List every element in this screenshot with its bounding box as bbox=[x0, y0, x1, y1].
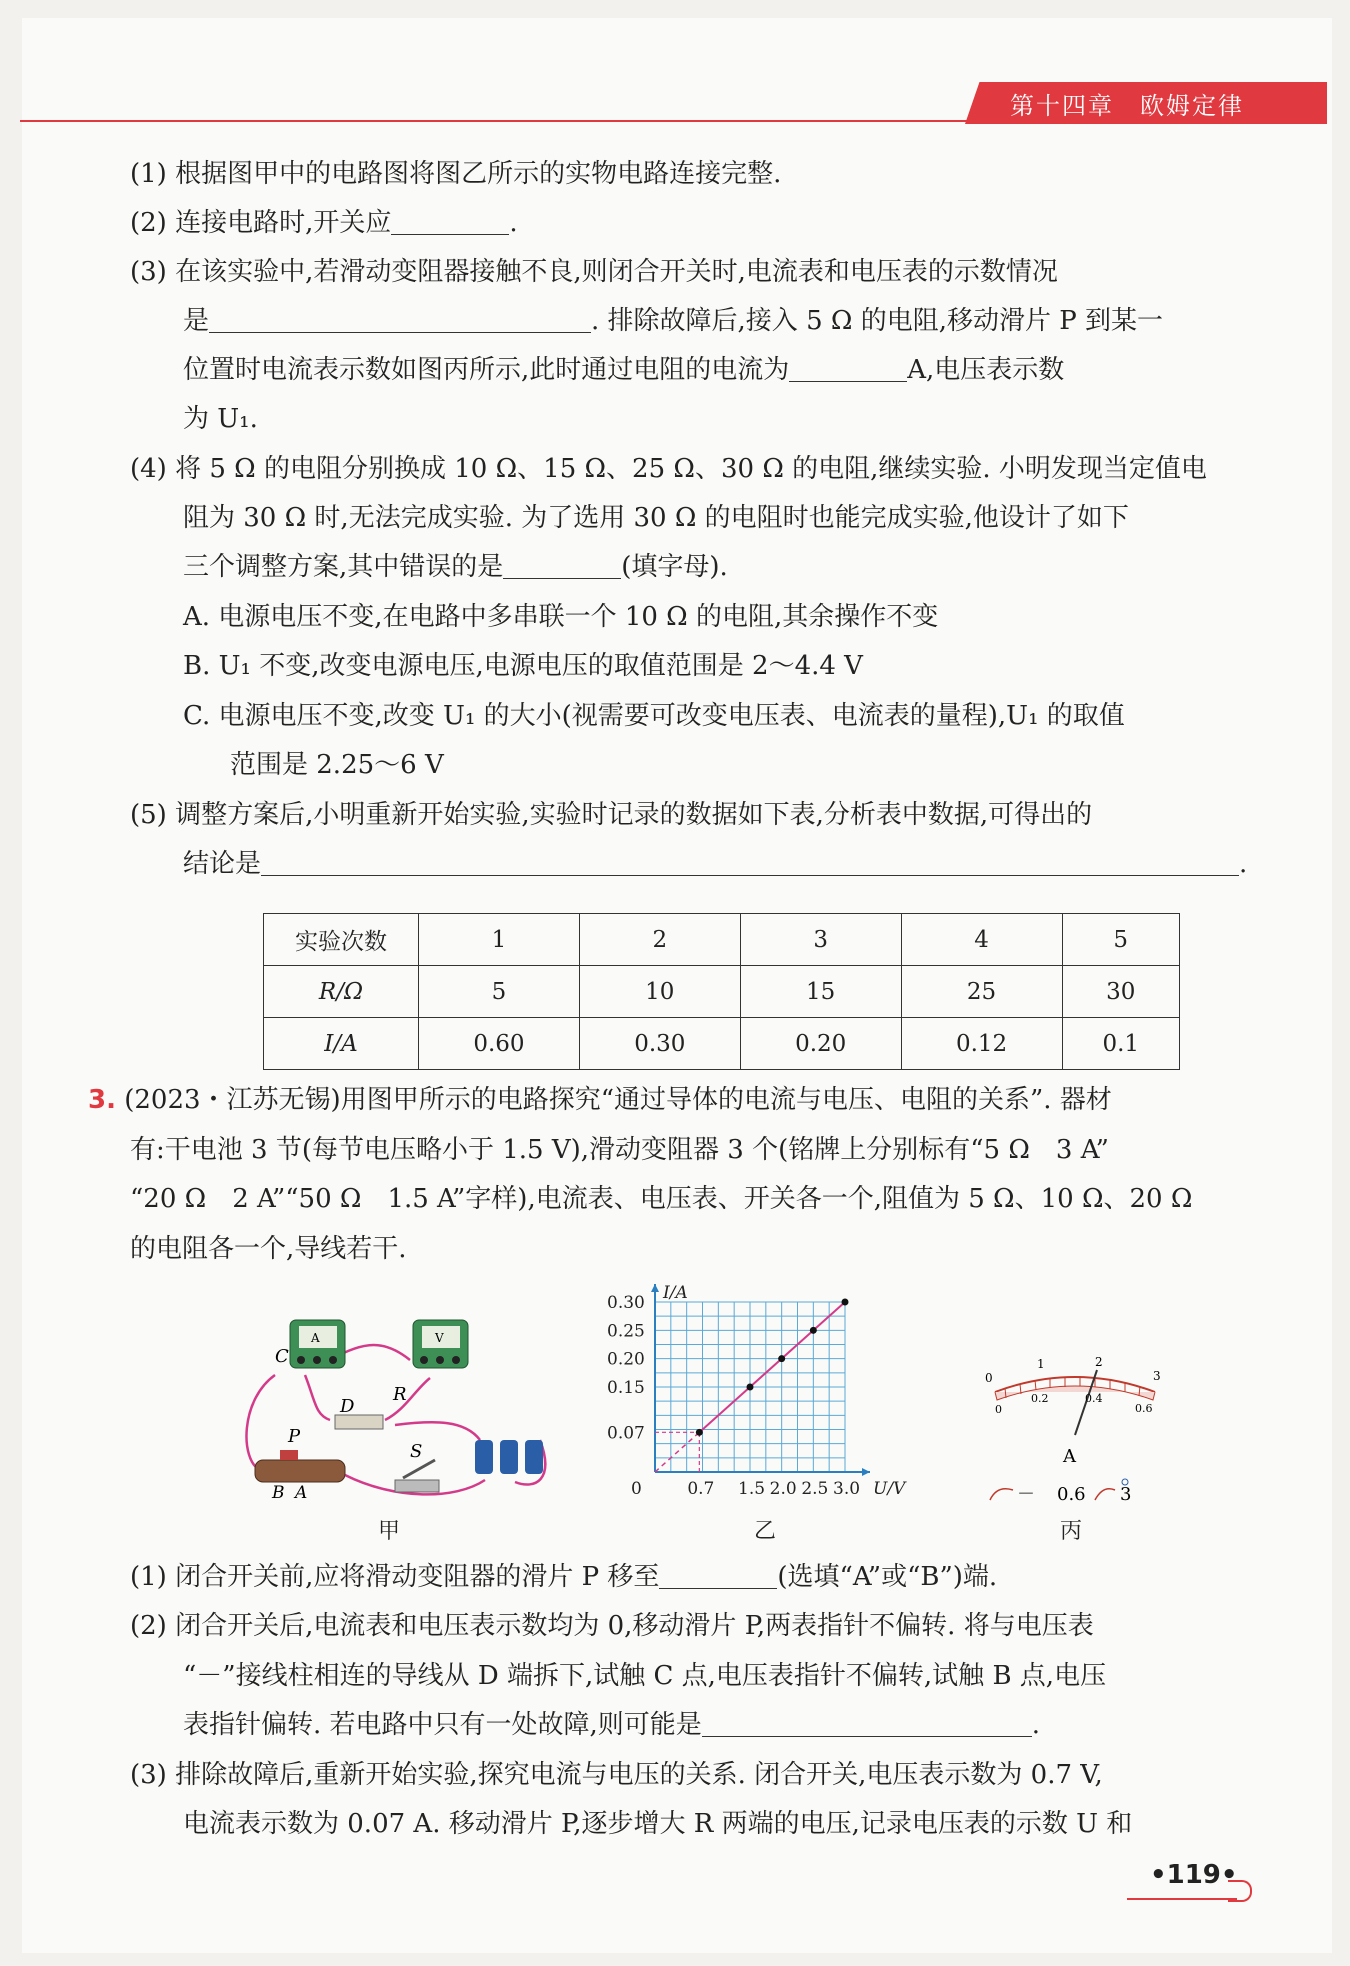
page-number-rule bbox=[1127, 1898, 1237, 1900]
label-b: B bbox=[272, 1483, 285, 1503]
scale-top-0: 0 bbox=[985, 1371, 993, 1385]
answer-blank[interactable] bbox=[503, 552, 621, 579]
data-line bbox=[699, 1302, 845, 1432]
table-cell: 10 bbox=[579, 966, 740, 1018]
q3-line1: 3. (2023・江苏无锡)用图甲所示的电路探究“通过导体的电流与电压、电阻的关系”. 器材 bbox=[88, 1085, 1112, 1115]
table-cell: 5 bbox=[1062, 914, 1180, 966]
q2-part5-line2: 结论是 . bbox=[183, 849, 1248, 879]
x-tick-label: 1.5 bbox=[738, 1479, 766, 1499]
terminal-3: 3 bbox=[1120, 1484, 1132, 1505]
scale-top-1: 1 bbox=[1037, 1357, 1045, 1371]
q2-part4-line1: (4) 将 5 Ω 的电阻分别换成 10 Ω、15 Ω、25 Ω、30 Ω 的电阻,继续实验. 小明发现当定值电 bbox=[130, 454, 1207, 484]
table-row bbox=[264, 966, 1180, 1018]
table-cell: 0.60 bbox=[419, 1018, 580, 1070]
q3-part1: (1) 闭合开关前,应将滑动变阻器的滑片 P 移至 (选填“A”或“B”)端. bbox=[130, 1562, 998, 1592]
scale-top-3: 3 bbox=[1153, 1369, 1161, 1383]
table-row bbox=[264, 1018, 1180, 1070]
battery bbox=[500, 1440, 518, 1474]
table-cell: 15 bbox=[740, 966, 901, 1018]
answer-blank[interactable] bbox=[702, 1710, 1032, 1737]
table-cell: 30 bbox=[1062, 966, 1180, 1018]
table-header-cell: I/A bbox=[264, 1018, 419, 1070]
svg-text:V: V bbox=[435, 1331, 444, 1345]
label-p: P bbox=[288, 1426, 301, 1447]
q3-line3: “20 Ω 2 A”“50 Ω 1.5 A”字样),电流表、电压表、开关各一个,阻值为 5 Ω、10 Ω、20 Ω bbox=[130, 1184, 1193, 1214]
switch bbox=[395, 1480, 439, 1492]
answer-blank[interactable] bbox=[209, 306, 591, 333]
svg-text:A: A bbox=[311, 1331, 320, 1345]
table-header-cell: 实验次数 bbox=[264, 914, 419, 966]
battery bbox=[525, 1440, 543, 1474]
rheostat bbox=[255, 1460, 345, 1482]
page-number-arc bbox=[1228, 1880, 1252, 1902]
question-number: 3. bbox=[88, 1085, 116, 1115]
table-header-cell: R/Ω bbox=[264, 966, 419, 1018]
q2-part4-line3: 三个调整方案,其中错误的是 (填字母). bbox=[183, 552, 728, 582]
iu-graph bbox=[605, 1282, 940, 1502]
circuit-figure bbox=[235, 1300, 565, 1520]
x-tick-label: 2.0 bbox=[769, 1479, 797, 1499]
y-axis-arrow bbox=[651, 1284, 659, 1292]
option-b: B. U₁ 不变,改变电源电压,电源电压的取值范围是 2～4.4 V bbox=[183, 651, 863, 681]
table-row bbox=[264, 914, 1180, 966]
data-point bbox=[696, 1429, 703, 1436]
x-axis-arrow bbox=[862, 1468, 870, 1476]
table-cell: 0.1 bbox=[1062, 1018, 1180, 1070]
terminal-minus: － bbox=[1017, 1484, 1035, 1505]
label-a: A bbox=[295, 1483, 308, 1503]
extrapolation-line bbox=[655, 1432, 699, 1472]
data-point bbox=[778, 1355, 785, 1362]
resistor bbox=[335, 1415, 383, 1429]
terminal-0-6: 0.6 bbox=[1057, 1484, 1086, 1505]
page-number: •119• bbox=[1150, 1860, 1238, 1890]
battery bbox=[475, 1440, 493, 1474]
scale-bot-1: 0.2 bbox=[1031, 1392, 1049, 1405]
table-cell: 1 bbox=[419, 914, 580, 966]
x-tick-label: 0.7 bbox=[687, 1479, 715, 1499]
q2-part3-line4: 为 U₁. bbox=[183, 404, 258, 434]
data-point bbox=[842, 1299, 849, 1306]
table-cell: 25 bbox=[901, 966, 1062, 1018]
option-a: A. 电源电压不变,在电路中多串联一个 10 Ω 的电阻,其余操作不变 bbox=[183, 602, 939, 632]
q2-part3-line1: (3) 在该实验中,若滑动变阻器接触不良,则闭合开关时,电流表和电压表的示数情况 bbox=[130, 257, 1058, 287]
y-axis-label: I/A bbox=[663, 1283, 688, 1303]
table-cell: 5 bbox=[419, 966, 580, 1018]
q3-part2-line2: “－”接线柱相连的导线从 D 端拆下,试触 C 点,电压表指针不偏转,试触 B 点,电压 bbox=[183, 1661, 1107, 1691]
q2-part4-line2: 阻为 30 Ω 时,无法完成实验. 为了选用 30 Ω 的电阻时也能完成实验,他设计了如下 bbox=[183, 503, 1129, 533]
x-tick-label: 0 bbox=[631, 1479, 642, 1499]
table-cell: 3 bbox=[740, 914, 901, 966]
q3-part2-line1: (2) 闭合开关后,电流表和电压表示数均为 0,移动滑片 P,两表指针不偏转. 将与电压表 bbox=[130, 1611, 1094, 1641]
y-tick-label: 0.30 bbox=[607, 1293, 645, 1313]
y-tick-label: 0.20 bbox=[607, 1349, 645, 1370]
table-cell: 0.12 bbox=[901, 1018, 1062, 1070]
answer-blank[interactable] bbox=[789, 355, 907, 382]
x-axis-label: U/V bbox=[873, 1479, 906, 1499]
caption-jia: 甲 bbox=[378, 1519, 401, 1544]
q2-part2: (2) 连接电路时,开关应 . bbox=[130, 208, 518, 238]
q3-part2-line3: 表指针偏转. 若电路中只有一处故障,则可能是 . bbox=[183, 1710, 1041, 1740]
data-table bbox=[263, 913, 1180, 1070]
y-tick-label: 0.15 bbox=[607, 1378, 645, 1398]
answer-blank[interactable] bbox=[391, 208, 509, 235]
option-c-line1: C. 电源电压不变,改变 U₁ 的大小(视需要可改变电压表、电流表的量程),U₁ 的取值 bbox=[183, 701, 1125, 731]
scale-bot-2: 0.4 bbox=[1085, 1392, 1103, 1405]
x-tick-label: 3.0 bbox=[833, 1479, 861, 1499]
data-point bbox=[747, 1384, 754, 1391]
dial-unit: A bbox=[1063, 1446, 1076, 1467]
table-cell: 4 bbox=[901, 914, 1062, 966]
y-tick-label: 0.25 bbox=[607, 1321, 645, 1342]
label-r: R bbox=[393, 1384, 407, 1405]
scale-bot-0: 0 bbox=[995, 1403, 1002, 1416]
ammeter-dial bbox=[975, 1340, 1175, 1515]
label-s: S bbox=[410, 1441, 423, 1462]
label-c: C bbox=[275, 1346, 289, 1367]
q2-part5-line1: (5) 调整方案后,小明重新开始实验,实验时记录的数据如下表,分析表中数据,可得出的 bbox=[130, 800, 1093, 830]
answer-blank[interactable] bbox=[261, 849, 1239, 876]
data-point bbox=[810, 1327, 817, 1334]
q2-part1: (1) 根据图甲中的电路图将图乙所示的实物电路连接完整. bbox=[130, 159, 782, 189]
q3-line4: 的电阻各一个,导线若干. bbox=[130, 1234, 407, 1264]
caption-yi: 乙 bbox=[754, 1519, 777, 1544]
q3-part3-line2: 电流表示数为 0.07 A. 移动滑片 P,逐步增大 R 两端的电压,记录电压表的示数 U 和 bbox=[183, 1809, 1133, 1839]
x-tick-label: 2.5 bbox=[801, 1479, 829, 1499]
answer-blank[interactable] bbox=[659, 1562, 777, 1589]
q3-part3-line1: (3) 排除故障后,重新开始实验,探究电流与电压的关系. 闭合开关,电压表示数为 0.7 V, bbox=[130, 1760, 1103, 1790]
q3-line2: 有:干电池 3 节(每节电压略小于 1.5 V),滑动变阻器 3 个(铭牌上分别标有“5 Ω 3 A” bbox=[130, 1135, 1109, 1165]
table-cell: 0.30 bbox=[579, 1018, 740, 1070]
table-cell: 2 bbox=[579, 914, 740, 966]
y-tick-label: 0.07 bbox=[607, 1423, 645, 1444]
scale-bot-3: 0.6 bbox=[1135, 1402, 1153, 1415]
q2-part3-line3: 位置时电流表示数如图丙所示,此时通过电阻的电流为 A,电压表示数 bbox=[183, 355, 1065, 385]
caption-bing: 丙 bbox=[1060, 1519, 1083, 1544]
scale-top-2: 2 bbox=[1095, 1355, 1103, 1369]
option-c-line2: 范围是 2.25～6 V bbox=[230, 750, 444, 780]
chapter-title: 第十四章 欧姆定律 bbox=[1010, 92, 1244, 120]
label-d: D bbox=[340, 1396, 355, 1417]
table-cell: 0.20 bbox=[740, 1018, 901, 1070]
q2-part3-line2: 是 . 排除故障后,接入 5 Ω 的电阻,移动滑片 P 到某一 bbox=[183, 306, 1163, 336]
